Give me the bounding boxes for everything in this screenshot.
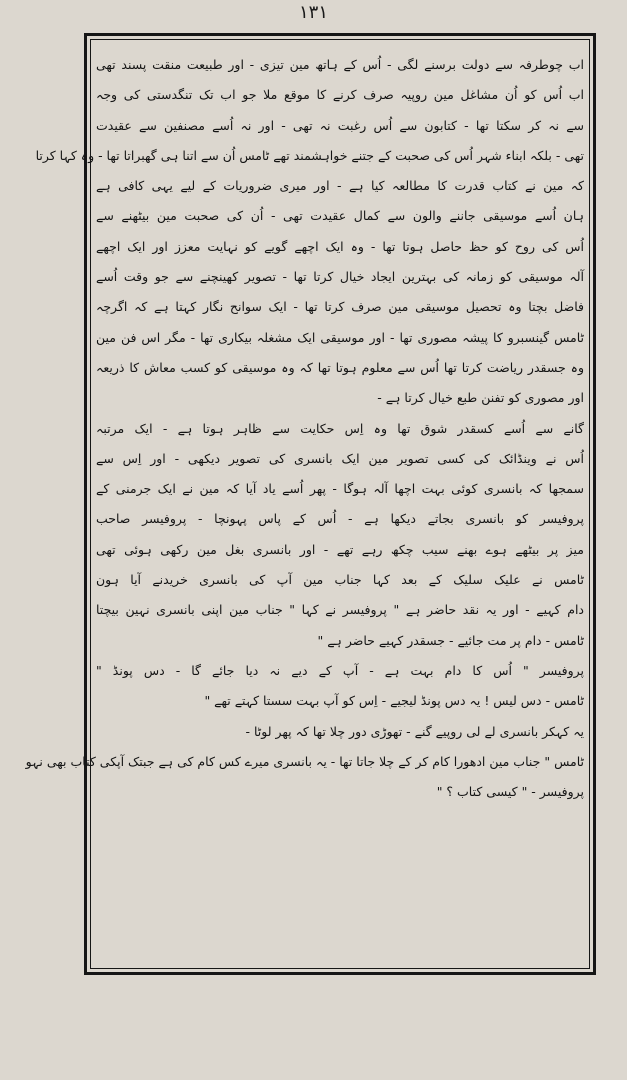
text-line: آلہ موسیقی کو زمانہ کی بہترین ایجاد خیال کرتا تھا - تصویر کھینچنے سے جو وقت اُسے xyxy=(96,269,584,285)
text-line: سے نہ کر سکتا تھا - کتابون سے اُس رغبت نہ تھی - اور نہ اُسے مصنفین سے عقیدت xyxy=(96,117,584,133)
text-line: دام کہیے - اور یہ نقد حاضر ہے " پروفیسر نے کہا " جناب مین اپنی بانسری نہین بیچتا xyxy=(96,602,584,618)
text-line: ٹامس - دس لیس ! یہ دس پونڈ لیجیے - اِس کو آپ بہت سستا کہتے تھے " xyxy=(204,693,584,709)
text-line: پروفیسر " اُس کا دام بہت ہے - آپ کے دیے نہ دیا جائے گا - دس پونڈ " xyxy=(96,662,584,678)
text-line: کہ مین نے کتاب قدرت کا مطالعہ کیا ہے - اور میری ضروریات کے لیے یہی کافی ہے xyxy=(96,178,584,194)
text-line: ٹامس - دام پر مت جائیے - جسقدر کہیے حاضر ہے " xyxy=(317,632,584,648)
text-line: ٹامس نے علیک سلیک کے بعد کہا جناب مین آپ کی بانسری خریدنے آیا ہون xyxy=(96,572,584,588)
text-line: اب اُس کو اُن مشاغل مین روپیہ صرف کرنے کا موقع ملا جو اب تک تنگدستی کی وجہ xyxy=(96,87,584,103)
text-line: پروفیسر - " کیسی کتاب ؟ " xyxy=(436,784,584,800)
text-line: میز پر بیٹھے ہوے بھنے سیب چکھ رہے تھے - اور بانسری بغل مین رکھی ہوئی تھی xyxy=(96,541,584,557)
page-number: ۱۳۱ xyxy=(298,2,328,23)
text-line: گانے سے اُسے کسقدر شوق تھا وہ اِس حکایت سے ظاہر ہوتا ہے - ایک مرتبہ xyxy=(96,420,584,436)
body-text xyxy=(25,50,584,960)
text-line: وہ جسقدر ریاضت کرتا تھا اُس سے معلوم ہوتا تھا کہ وہ موسیقی کو کسب معاش کا ذریعہ xyxy=(96,359,584,375)
text-line: اُس نے وینڈائک کی کسی تصویر مین ایک بانسری کی تصویر دیکھی - اور اِس سے xyxy=(96,450,584,466)
text-line: اُس کی روح کو حظ حاصل ہوتا تھا - وہ ایک اچھے گویے کو نہایت معزز اور ایک اچھے xyxy=(96,238,584,254)
text-line: پروفیسر کو بانسری بجاتے دیکھا ہے - اُس کے پاس پہونچا - پروفیسر صاحب xyxy=(96,511,584,527)
text-line: تھی - بلکہ ابناء شہر اُس کی صحبت کے جتنے خواہشمند تھے ٹامس اُن سے اتنا ہی گھبراتا تھا - وہ کہا کرتا xyxy=(35,147,584,163)
text-line: سمجھا کہ بانسری کوئی بہت اچھا آلہ ہوگا - پھر اُسے یاد آیا کہ مین نے ایک جرمنی کے xyxy=(96,481,584,497)
text-line: اب چوطرفہ سے دولت برسنے لگی - اُس کے ہاتھ مین تیزی - اور طبیعت منقت پسند تھی xyxy=(96,57,584,72)
text-line: اور مصوری کو تفنن طبع خیال کرتا ہے - xyxy=(377,390,584,406)
text-line: ٹامس " جناب مین ادھورا کام کر کے چلا جاتا تھا - یہ بانسری میرے کس کام کی ہے جبتک آپکی کتاب بھی نہو xyxy=(25,753,584,769)
text-line: ٹامس گینسبرو کا پیشہ مصوری تھا - اور موسیقی ایک مشغلہ بیکاری تھا - مگر اس فن مین xyxy=(96,329,584,345)
text-line: یہ کہکر بانسری لے لی روپیے گنے - تھوڑی دور چلا تھا کہ پھر لوٹا - xyxy=(245,723,584,739)
text-line: فاضل بچتا وہ تحصیل موسیقی مین صرف کرتا تھا - ایک سوانح نگار کہتا ہے کہ اگرچہ xyxy=(96,299,584,315)
text-line: ہان اُسے موسیقی جاننے والون سے کمال عقیدت تھی - اُن کی صحبت مین بیٹھنے سے xyxy=(96,208,584,224)
